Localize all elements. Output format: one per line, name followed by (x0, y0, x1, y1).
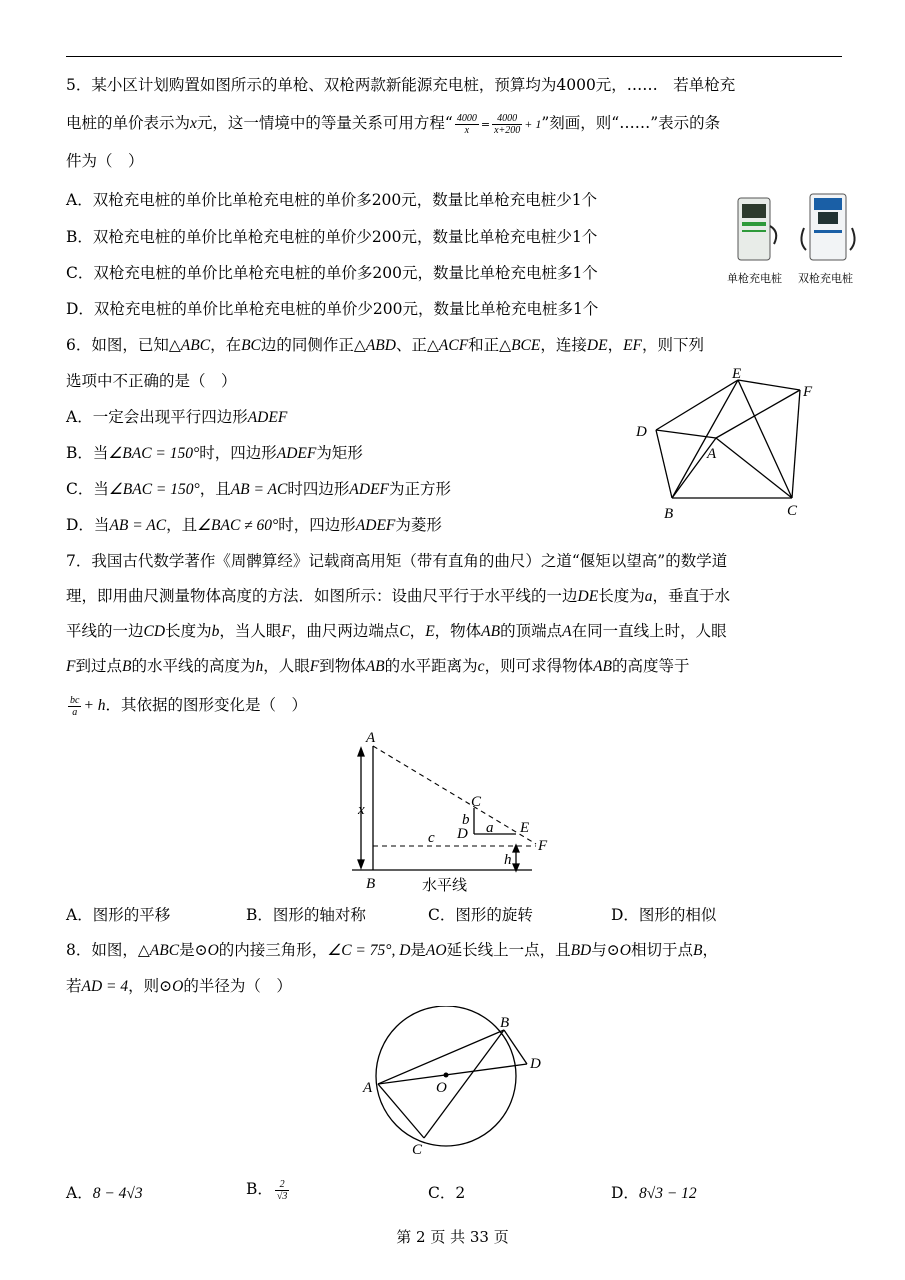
q8-option-label: A． (66, 1184, 93, 1202)
q5-line2 (66, 112, 720, 136)
q6-text: A．一定会出现平行四边形 (66, 408, 248, 426)
q8-option-b-frac (275, 1179, 290, 1202)
q5-var-x: x (190, 115, 197, 132)
q7-math: AB (365, 658, 385, 675)
q8-math: AO (425, 942, 447, 959)
q5-eq-right-frac (492, 113, 522, 136)
q5-option-a: A．双枪充电桩的单价比单枪充电桩的单价多200元，数量比单枪充电桩少1个 (66, 191, 598, 209)
q8-text: ，则⊙ (128, 977, 173, 995)
q6-math: ACF (438, 337, 469, 354)
q7-label-c: C (471, 794, 482, 810)
q7-label-d: D (457, 826, 468, 842)
q8-label-a: A (363, 1080, 373, 1096)
q6-math: ADEF (349, 481, 390, 498)
q8-text: 若 (66, 977, 82, 995)
q8-line1 (66, 939, 718, 962)
q8-option-c (428, 1182, 465, 1204)
q6-text: ， (607, 336, 624, 354)
q5-eq-left-frac (455, 113, 479, 136)
frac-num: 2 (275, 1179, 290, 1191)
q8-math: O (619, 942, 631, 959)
q6-math: BC (241, 337, 261, 354)
q5-eq-tail: + 1 (524, 117, 542, 131)
q7-text: ，曲尺两边端点 (290, 622, 400, 640)
q6-label-e: E (732, 366, 742, 382)
q6-math: ABD (365, 337, 396, 354)
q5-text: 电桩的单价表示为 (66, 114, 191, 132)
q6-math: BCE (511, 337, 541, 354)
q6-text: ，连接 (540, 336, 587, 354)
q8-text: 是 (410, 941, 426, 959)
q7-math: c (477, 658, 485, 675)
q6-text: 时，四边形 (278, 516, 356, 534)
q6-math: ∠BAC = 150° (108, 445, 200, 462)
q7-math: b (211, 623, 220, 640)
q6-option-d (66, 514, 442, 537)
q8-text: 8．如图，△ (66, 941, 150, 959)
q7-label-a-var: a (486, 820, 494, 836)
q6-option-c (66, 478, 451, 501)
q8-text: 延长线上一点，且 (446, 941, 571, 959)
q7-text: 的高度等于 (612, 657, 690, 675)
q7-label-a: A (366, 730, 376, 746)
q8-figure (350, 1006, 560, 1166)
frac-den: a (72, 706, 78, 718)
q6-option-b (66, 442, 363, 465)
q7-text: ，垂直于水 (652, 587, 730, 605)
q8-label-o: O (436, 1080, 447, 1096)
single-gun-pile-image (738, 198, 776, 260)
q7-figure (340, 724, 570, 896)
q8-math: ∠C = 75°, D (327, 942, 411, 959)
q7-line5 (66, 694, 307, 718)
q6-text: ，且 (166, 516, 198, 534)
q7-math: h (255, 658, 264, 675)
q6-label-c: C (787, 503, 798, 519)
q8-option-label: C． (428, 1184, 456, 1202)
q7-label-f: F (538, 838, 548, 854)
q7-text: 的顶端点 (500, 622, 563, 640)
q6-text: 、正△ (395, 336, 439, 354)
double-gun-pile-image (801, 194, 854, 260)
q6-math: AB = AC (230, 481, 288, 498)
q6-label-d: D (636, 424, 647, 440)
q6-math: ADEF (276, 445, 317, 462)
q6-label-f: F (803, 384, 813, 400)
q6-text: 为菱形 (395, 516, 442, 534)
q7-text: ，则可求得物体 (484, 657, 594, 675)
q5-line1: 5．某小区计划购置如图所示的单枪、双枪两款新能源充电桩，预算均为4000元，…… 若单枪充 (66, 76, 736, 94)
q8-option-value: 8√3 − 12 (638, 1185, 697, 1202)
q5-eq-sign: = (480, 118, 491, 131)
q7-math: C (399, 623, 410, 640)
q8-math: ABC (149, 942, 180, 959)
q7-math: B (121, 658, 132, 675)
q8-option-b (246, 1178, 291, 1202)
q6-math: ADEF (355, 517, 396, 534)
frac-num: 4000 (492, 113, 522, 125)
q7-label-x: x (358, 802, 365, 818)
q8-text: 的半径为（ ） (183, 977, 292, 995)
q8-option-d (611, 1182, 697, 1205)
q7-math: E (425, 623, 435, 640)
q7-text: ，人眼 (263, 657, 310, 675)
q8-label-c: C (412, 1142, 423, 1158)
q7-label-b: B (366, 876, 376, 892)
q5-line3: 件为（ ） (66, 152, 144, 170)
header-rule (66, 56, 842, 57)
q6-text: 为矩形 (316, 444, 363, 462)
q7-text: 长度为 (165, 622, 212, 640)
q6-text: ，则下列 (642, 336, 705, 354)
q5-option-c: C．双枪充电桩的单价比单枪充电桩的单价多200元，数量比单枪充电桩多1个 (66, 264, 598, 282)
q5-text: 元，这一情境中的等量关系可用方程“ (196, 114, 453, 132)
frac-den: x (464, 124, 470, 136)
q6-line1 (66, 334, 704, 357)
q7-line2 (66, 585, 730, 608)
q6-math: EF (623, 337, 643, 354)
charging-piles-illustration (728, 190, 868, 266)
q7-text: ，物体 (434, 622, 482, 640)
q7-text: 的水平线的高度为 (131, 657, 256, 675)
q7-label-b-var: b (462, 812, 470, 828)
q6-math: ADEF (247, 409, 288, 426)
q8-option-value: 8 − 4√3 (92, 1185, 143, 1202)
q5-option-d: D．双枪充电桩的单价比单枪充电桩的单价少200元，数量比单枪充电桩多1个 (66, 300, 599, 318)
q8-option-value: 2 (455, 1184, 466, 1202)
q6-math: ABC (180, 337, 211, 354)
q6-option-a (66, 406, 287, 429)
caption-double-pile: 双枪充电桩 (798, 272, 853, 285)
frac-num: 4000 (456, 112, 477, 124)
q8-math: AD = 4 (81, 978, 129, 995)
q7-text: ．其依据的图形变化是（ ） (105, 696, 308, 714)
q8-label-d: D (530, 1056, 541, 1072)
q7-label-e: E (520, 820, 530, 836)
q8-text: 是⊙ (179, 941, 208, 959)
q6-label-b: B (664, 506, 674, 522)
q7-math: AB (593, 658, 613, 675)
q7-text: 长度为 (598, 587, 645, 605)
q6-text: C．当 (66, 480, 109, 498)
frac-den: √3 (276, 1190, 288, 1202)
q6-text: D．当 (66, 516, 110, 534)
q7-math: + h (83, 697, 106, 714)
q7-math: CD (143, 623, 166, 640)
q7-label-c-var: c (428, 830, 435, 846)
q7-math: A (562, 623, 572, 640)
q7-text: 在同一直线上时，人眼 (571, 622, 727, 640)
caption-single-pile: 单枪充电桩 (727, 272, 782, 285)
q6-math: ∠BAC ≠ 60° (197, 517, 279, 534)
q7-text: 到物体 (319, 657, 366, 675)
q7-option-b: B．图形的轴对称 (246, 906, 366, 924)
q7-math: a (644, 588, 653, 605)
q8-line2 (66, 975, 292, 998)
q7-math: DE (577, 588, 599, 605)
q6-text: B．当 (66, 444, 109, 462)
q7-option-d: D．图形的相似 (611, 906, 717, 924)
q7-text: 的水平距离为 (384, 657, 478, 675)
q6-label-a: A (707, 446, 717, 462)
q7-math: F (66, 658, 76, 675)
q7-height-frac (68, 695, 81, 718)
q6-text: 6．如图，已知△ (66, 336, 181, 354)
q7-line1: 7．我国古代数学著作《周髀算经》记载商高用矩（带有直角的曲尺）之道“偃矩以望高”的数学道 (66, 552, 728, 570)
q7-math: AB (481, 623, 501, 640)
q5-text: ”刻画，则“……”表示的条 (541, 114, 721, 132)
frac-den: x+200 (494, 124, 521, 136)
q7-math: F (309, 658, 320, 675)
q7-line4 (66, 655, 690, 678)
q6-text: 为正方形 (389, 480, 452, 498)
q8-math: BD (570, 942, 592, 959)
q6-line2: 选项中不正确的是（ ） (66, 372, 237, 390)
q7-text: ， (409, 622, 426, 640)
q8-text: 与⊙ (591, 941, 620, 959)
q8-text: 相切于点 (630, 941, 693, 959)
q8-option-label: D． (611, 1184, 639, 1202)
q7-horizon-label: 水平线 (422, 876, 468, 894)
q6-text: 时，四边形 (199, 444, 277, 462)
q7-option-a: A．图形的平移 (66, 906, 171, 924)
q7-line3 (66, 620, 727, 643)
q7-option-c: C．图形的旋转 (428, 906, 533, 924)
q6-text: 时四边形 (287, 480, 350, 498)
q6-math: DE (586, 337, 608, 354)
q8-label-b: B (500, 1015, 510, 1031)
q8-option-a (66, 1182, 143, 1205)
q6-text: ，且 (199, 480, 231, 498)
q8-math: O (207, 942, 219, 959)
q6-text: ，在 (210, 336, 242, 354)
q7-math: F (281, 623, 291, 640)
page-footer: 第 2 页 共 33 页 (396, 1228, 509, 1246)
q6-text: 和正△ (468, 336, 512, 354)
frac-num: bc (70, 694, 80, 706)
q6-text: 边的同侧作正△ (260, 336, 366, 354)
q8-math: O (172, 978, 184, 995)
q6-math: AB = AC (109, 517, 167, 534)
q8-option-label: B． (246, 1180, 273, 1198)
q7-text: 理，即用曲尺测量物体高度的方法．如图所示：设曲尺平行于水平线的一边 (66, 587, 578, 605)
q6-math: ∠BAC = 150° (108, 481, 200, 498)
q8-math: B (692, 942, 703, 959)
q7-text: 到过点 (75, 657, 122, 675)
q7-label-h: h (504, 852, 512, 868)
q5-option-b: B．双枪充电桩的单价比单枪充电桩的单价少200元，数量比单枪充电桩少1个 (66, 228, 598, 246)
q6-figure (620, 360, 860, 525)
q8-text: ， (702, 941, 718, 959)
q7-text: 平线的一边 (66, 622, 144, 640)
q7-text: ，当人眼 (219, 622, 282, 640)
q8-text: 的内接三角形， (218, 941, 328, 959)
